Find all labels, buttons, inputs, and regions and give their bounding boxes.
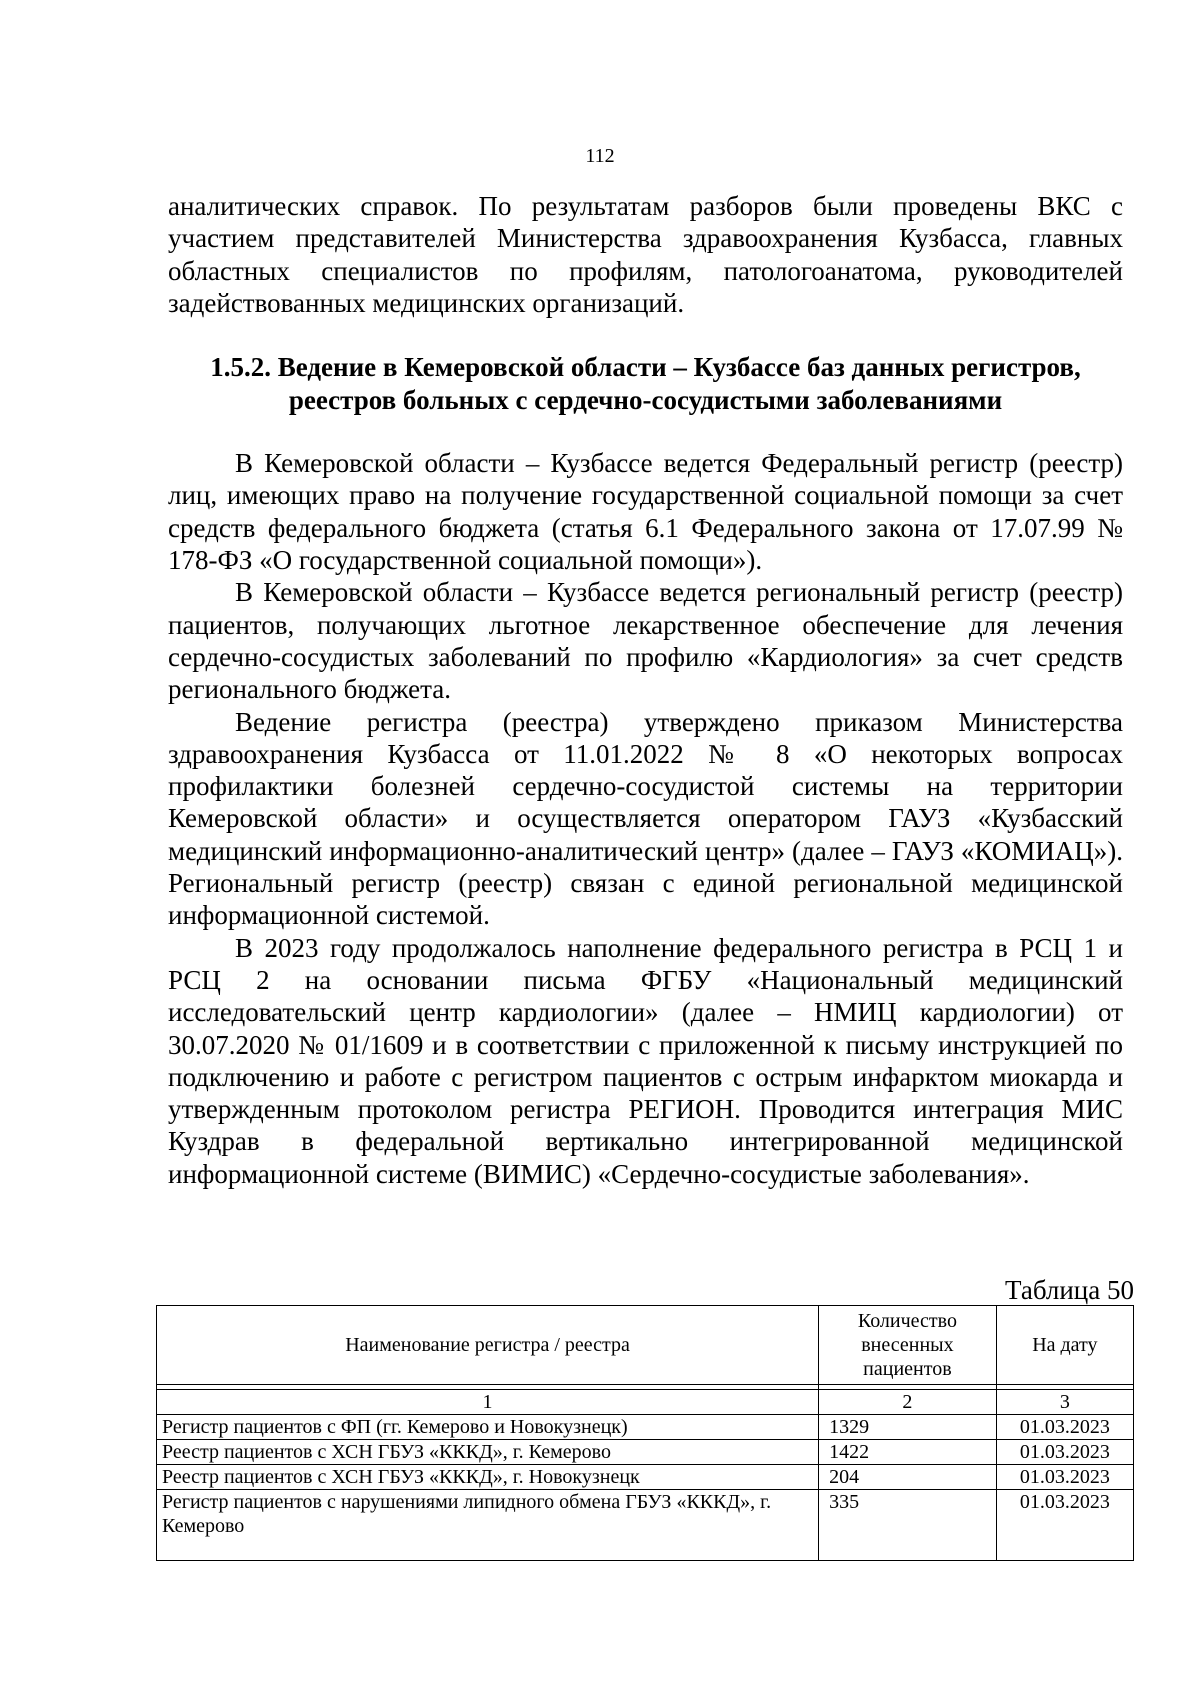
patient-count-cell: 335 — [819, 1490, 997, 1561]
section-title-line-1: 1.5.2. Ведение в Кемеровской области – Кузбассе баз данных регистров, — [210, 352, 1081, 383]
column-number: 2 — [819, 1390, 997, 1415]
paragraph-federal-filling: В 2023 году продолжалось наполнение федерального регистра в РСЦ 1 и РСЦ 2 на основании письма ФГБУ «Национальный медицинский исследовательский центр кардиологии» (далее – НМИЦ кардиологии) от 30.07.2020 № 01/1609 и в соответствии с приложенной к письму инструкцией по подключению и работе с регистром пациентов с острым инфарктом миокарда и утвержденным протоколом регистра РЕГИОН. Проводится интеграция МИС Куздрав в федеральной вертикально интегрированной медицинской информационной системе (ВИМИС) «Сердечно-сосудистые заболевания». — [168, 932, 1123, 1189]
intro-paragraph: аналитических справок. По результатам разборов были проведены ВКС с участием представителей Министерства здравоохранения Кузбасса, главных областных специалистов по профилям, патологоанатома, руководителей задействованных медицинских организаций. — [168, 191, 1123, 318]
patient-count-cell: 1422 — [819, 1440, 997, 1465]
page-number: 112 — [585, 145, 615, 167]
register-name-cell: Реестр пациентов с ХСН ГБУЗ «КККД», г. Кемерово — [157, 1440, 819, 1465]
document-body — [168, 190, 1123, 1190]
table-caption: Таблица 50 — [1005, 1275, 1134, 1305]
section-title-line-2: реестров больных с сердечно-сосудистыми заболеваниями — [288, 385, 1003, 416]
column-number: 3 — [996, 1390, 1133, 1415]
date-cell: 01.03.2023 — [996, 1490, 1133, 1561]
header-date: На дату — [996, 1306, 1133, 1385]
section-title — [168, 351, 1123, 417]
table-row — [157, 1465, 1134, 1490]
registers-table — [156, 1305, 1134, 1561]
column-number: 1 — [157, 1390, 819, 1415]
table-row — [157, 1490, 1134, 1561]
table-row — [157, 1440, 1134, 1465]
date-cell: 01.03.2023 — [996, 1415, 1133, 1440]
header-patient-count: Количество внесенных пациентов — [819, 1306, 997, 1385]
register-name-cell: Регистр пациентов с ФП (гг. Кемерово и Новокузнецк) — [157, 1415, 819, 1440]
table-section — [156, 1235, 1134, 1561]
table-row — [157, 1415, 1134, 1440]
paragraph-regional-register: В Кемеровской области – Кузбассе ведется региональный регистр (реестр) пациентов, получающих льготное лекарственное обеспечение для лечения сердечно-сосудистых заболеваний по профилю «Кардиология» за счет средств регионального бюджета. — [168, 577, 1123, 705]
patient-count-cell: 1329 — [819, 1415, 997, 1440]
register-name-cell: Реестр пациентов с ХСН ГБУЗ «КККД», г. Новокузнецк — [157, 1465, 819, 1490]
patient-count-cell: 204 — [819, 1465, 997, 1490]
paragraph-register-order: Ведение регистра (реестра) утверждено приказом Министерства здравоохранения Кузбасса от 11.01.2022 № 8 «О некоторых вопросах профилактики болезней сердечно-сосудистой системы на территории Кемеровской области» и осуществляется оператором ГАУЗ «Кузбасский медицинский информационно-аналитический центр» (далее – ГАУЗ «КОМИАЦ»). Региональный регистр (реестр) связан с единой региональной медицинской информационной системой. — [168, 706, 1123, 931]
register-name-cell: Регистр пациентов с нарушениями липидного обмена ГБУЗ «КККД», г. Кемерово — [157, 1490, 819, 1561]
paragraph-federal-register: В Кемеровской области – Кузбассе ведется Федеральный регистр (реестр) лиц, имеющих право на получение государственной социальной помощи за счет средств федерального бюджета (статья 6.1 Федерального закона от 17.07.99 № 178-ФЗ «О государственной социальной помощи»). — [168, 448, 1123, 576]
table-header-row — [157, 1306, 1134, 1385]
date-cell: 01.03.2023 — [996, 1440, 1133, 1465]
table-column-number-row — [157, 1390, 1134, 1415]
date-cell: 01.03.2023 — [996, 1465, 1133, 1490]
header-register-name: Наименование регистра / реестра — [157, 1306, 819, 1385]
